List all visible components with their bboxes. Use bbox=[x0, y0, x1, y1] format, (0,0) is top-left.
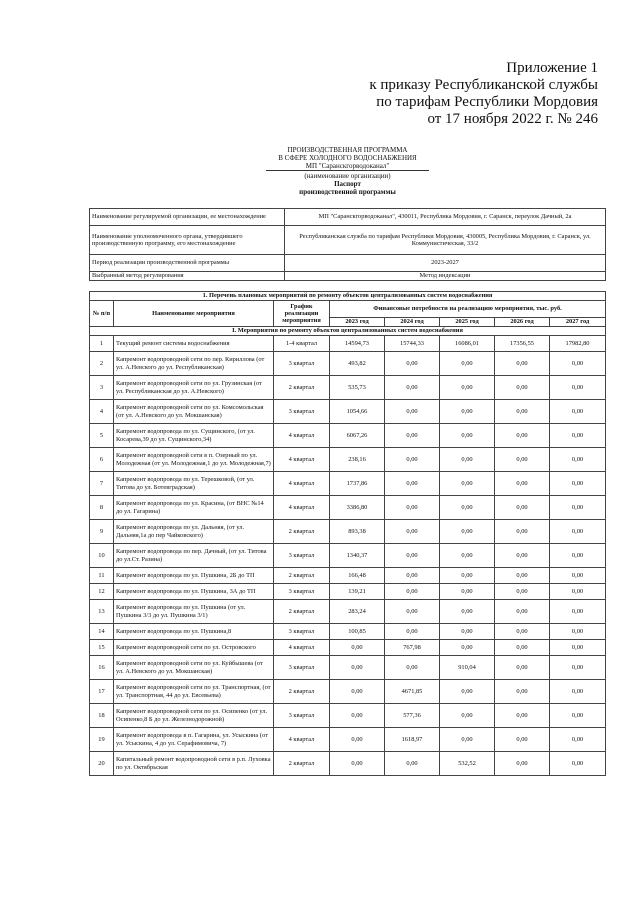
row-schedule: 3 квартал bbox=[274, 656, 330, 680]
year-header: 2026 год bbox=[495, 318, 550, 327]
row-value: 0,00 bbox=[440, 728, 495, 752]
row-activity-name: Капремонт водопроводной сети по ул. Комсомольская (от ул. А.Невского до ул. Мокшанская) bbox=[114, 400, 274, 424]
year-header: 2027 год bbox=[550, 318, 606, 327]
row-number: 7 bbox=[90, 472, 114, 496]
passport-subtitle: производственной программы bbox=[299, 188, 396, 196]
row-value: 535,73 bbox=[330, 376, 385, 400]
row-value: 0,00 bbox=[550, 448, 606, 472]
table-row bbox=[90, 600, 606, 624]
row-number: 18 bbox=[90, 704, 114, 728]
row-schedule: 4 квартал bbox=[274, 728, 330, 752]
row-value: 1618,97 bbox=[385, 728, 440, 752]
row-value: 139,21 bbox=[330, 584, 385, 600]
row-number: 16 bbox=[90, 656, 114, 680]
row-activity-name: Капремонт водопровода по ул. Пушкина,8 bbox=[114, 624, 274, 640]
year-header: 2024 год bbox=[385, 318, 440, 327]
row-number: 10 bbox=[90, 544, 114, 568]
table-row bbox=[90, 680, 606, 704]
row-value: 0,00 bbox=[550, 656, 606, 680]
row-value: 17982,80 bbox=[550, 336, 606, 352]
row-value: 6067,26 bbox=[330, 424, 385, 448]
row-value: 0,00 bbox=[440, 472, 495, 496]
row-value: 0,00 bbox=[495, 544, 550, 568]
row-value: 577,36 bbox=[385, 704, 440, 728]
row-activity-name: Капремонт водопроводной сети по ул. Осипенко (от ул. Осипенко,8 Б до ул. Железнодорожной) bbox=[114, 704, 274, 728]
row-value: 0,00 bbox=[385, 752, 440, 776]
row-value: 0,00 bbox=[440, 496, 495, 520]
table-row bbox=[90, 352, 606, 376]
row-activity-name: Капремонт водопроводной сети по ул. Грузинская (от ул. Республиканская до ул. А.Невского) bbox=[114, 376, 274, 400]
row-value: 15744,33 bbox=[385, 336, 440, 352]
row-schedule: 2 квартал bbox=[274, 752, 330, 776]
passport-row bbox=[90, 255, 606, 272]
row-schedule: 1-4 квартал bbox=[274, 336, 330, 352]
row-value: 14594,73 bbox=[330, 336, 385, 352]
table-row bbox=[90, 496, 606, 520]
row-value: 0,00 bbox=[330, 704, 385, 728]
row-number: 17 bbox=[90, 680, 114, 704]
row-value: 0,00 bbox=[495, 424, 550, 448]
row-value: 0,00 bbox=[550, 680, 606, 704]
appendix-line-3: по тарифам Республики Мордовия bbox=[376, 94, 598, 110]
passport-label: Наименование уполномоченного органа, утвердившего производственную программу, его местонахождение bbox=[90, 226, 285, 255]
table-row bbox=[90, 376, 606, 400]
row-value: 0,00 bbox=[495, 400, 550, 424]
row-value: 0,00 bbox=[440, 568, 495, 584]
row-schedule: 3 квартал bbox=[274, 352, 330, 376]
row-number: 3 bbox=[90, 376, 114, 400]
passport-label: Наименование регулируемой организации, ее местонахождение bbox=[90, 209, 285, 226]
row-activity-name: Капремонт водопроводной сети по ул. Островского bbox=[114, 640, 274, 656]
row-value: 0,00 bbox=[440, 520, 495, 544]
row-activity-name: Капремонт водопровода по ул. Сущинского, (от ул. Косарева,39 до ул. Сущинского,34) bbox=[114, 424, 274, 448]
row-value: 0,00 bbox=[550, 568, 606, 584]
row-number: 8 bbox=[90, 496, 114, 520]
row-value: 0,00 bbox=[385, 496, 440, 520]
row-number: 15 bbox=[90, 640, 114, 656]
row-value: 0,00 bbox=[550, 496, 606, 520]
appendix-block bbox=[369, 60, 598, 128]
row-number: 14 bbox=[90, 624, 114, 640]
row-value: 0,00 bbox=[495, 728, 550, 752]
row-activity-name: Капремонт водопровода по ул. Пушкина, 2Б до ТП bbox=[114, 568, 274, 584]
row-value: 166,48 bbox=[330, 568, 385, 584]
section-title: 1. Перечень плановых мероприятий по ремонту объектов централизованных систем водоснабжения bbox=[90, 292, 606, 301]
row-activity-name: Текущий ремонт системы водоснабжения bbox=[114, 336, 274, 352]
activities-table bbox=[89, 291, 606, 776]
passport-value: МП "Саранскгорводоканал", 430011, Республика Мордовия, г. Саранск, переулок Дачный, 2а bbox=[285, 209, 606, 226]
row-number: 2 bbox=[90, 352, 114, 376]
row-number: 6 bbox=[90, 448, 114, 472]
row-value: 0,00 bbox=[440, 704, 495, 728]
row-schedule: 4 квартал bbox=[274, 640, 330, 656]
row-activity-name: Капремонт водопровода по ул. Пушкина (от ул. Пушкина 3/3 до ул. Пушкина 3/1) bbox=[114, 600, 274, 624]
row-activity-name: Капремонт водопроводной сети по ул. Куйбышева (от ул. А.Невского до ул. Мокшанская) bbox=[114, 656, 274, 680]
row-value: 0,00 bbox=[330, 680, 385, 704]
row-value: 0,00 bbox=[330, 752, 385, 776]
row-schedule: 3 квартал bbox=[274, 544, 330, 568]
row-value: 0,00 bbox=[385, 376, 440, 400]
row-value: 493,82 bbox=[330, 352, 385, 376]
table-row bbox=[90, 584, 606, 600]
row-value: 0,00 bbox=[385, 600, 440, 624]
row-value: 100,85 bbox=[330, 624, 385, 640]
table-row bbox=[90, 568, 606, 584]
row-value: 0,00 bbox=[385, 544, 440, 568]
table-row bbox=[90, 544, 606, 568]
row-value: 0,00 bbox=[495, 448, 550, 472]
row-value: 0,00 bbox=[495, 568, 550, 584]
row-activity-name: Капремонт водопровода по пер. Дачный, (от ул. Титова до ул.Ст. Разина) bbox=[114, 544, 274, 568]
row-value: 283,24 bbox=[330, 600, 385, 624]
row-activity-name: Капремонт водопроводной сети по ул. Транспортная, (от ул. Транспортная, 44 до ул. Евсевьева) bbox=[114, 680, 274, 704]
year-header: 2023 год bbox=[330, 318, 385, 327]
row-value: 0,00 bbox=[550, 640, 606, 656]
year-header: 2025 год bbox=[440, 318, 495, 327]
col-num-header: № п/п bbox=[90, 301, 114, 327]
row-value: 0,00 bbox=[440, 640, 495, 656]
row-value: 0,00 bbox=[550, 624, 606, 640]
row-number: 19 bbox=[90, 728, 114, 752]
row-schedule: 2 квартал bbox=[274, 376, 330, 400]
row-value: 0,00 bbox=[440, 680, 495, 704]
row-value: 0,00 bbox=[440, 400, 495, 424]
row-value: 0,00 bbox=[550, 472, 606, 496]
row-value: 0,00 bbox=[385, 352, 440, 376]
row-value: 0,00 bbox=[495, 584, 550, 600]
row-value: 0,00 bbox=[385, 448, 440, 472]
table-row bbox=[90, 656, 606, 680]
table-row bbox=[90, 752, 606, 776]
row-value: 0,00 bbox=[495, 640, 550, 656]
row-value: 0,00 bbox=[385, 472, 440, 496]
row-schedule: 4 квартал bbox=[274, 472, 330, 496]
row-value: 0,00 bbox=[385, 584, 440, 600]
row-value: 0,00 bbox=[440, 624, 495, 640]
row-schedule: 4 квартал bbox=[274, 496, 330, 520]
row-value: 0,00 bbox=[385, 520, 440, 544]
row-schedule: 3 квартал bbox=[274, 400, 330, 424]
row-number: 11 bbox=[90, 568, 114, 584]
table-row bbox=[90, 624, 606, 640]
row-number: 4 bbox=[90, 400, 114, 424]
row-value: 767,98 bbox=[385, 640, 440, 656]
passport-value: Республиканская служба по тарифам Республики Мордовия, 430005, Республика Мордовия, г. Саранск, ул. Коммунистическая, 33/2 bbox=[285, 226, 606, 255]
appendix-line-2: к приказу Республиканской службы bbox=[369, 77, 598, 93]
row-activity-name: Капремонт водопровода по ул. Красина, (от ВНС №14 до ул. Гагарина) bbox=[114, 496, 274, 520]
organization-caption: (наименование организации) bbox=[304, 172, 391, 180]
passport-row bbox=[90, 209, 606, 226]
row-value: 0,00 bbox=[550, 376, 606, 400]
row-value: 1737,86 bbox=[330, 472, 385, 496]
row-number: 13 bbox=[90, 600, 114, 624]
table-row bbox=[90, 472, 606, 496]
row-value: 0,00 bbox=[440, 584, 495, 600]
passport-row bbox=[90, 226, 606, 255]
appendix-line-1: Приложение 1 bbox=[506, 60, 598, 76]
row-value: 1340,37 bbox=[330, 544, 385, 568]
row-value: 0,00 bbox=[440, 544, 495, 568]
row-schedule: 2 квартал bbox=[274, 600, 330, 624]
row-value: 0,00 bbox=[440, 424, 495, 448]
col-name-header: Наименование мероприятия bbox=[114, 301, 274, 327]
program-title-2: В СФЕРЕ ХОЛОДНОГО ВОДОСНАБЖЕНИЯ bbox=[278, 154, 417, 162]
row-value: 893,38 bbox=[330, 520, 385, 544]
table-row bbox=[90, 704, 606, 728]
row-value: 0,00 bbox=[385, 400, 440, 424]
table-row bbox=[90, 728, 606, 752]
table-row bbox=[90, 400, 606, 424]
passport-label: Выбранный метод регулирования bbox=[90, 272, 285, 281]
row-value: 16086,01 bbox=[440, 336, 495, 352]
row-value: 0,00 bbox=[550, 544, 606, 568]
row-value: 0,00 bbox=[495, 752, 550, 776]
row-value: 1054,66 bbox=[330, 400, 385, 424]
table-row bbox=[90, 520, 606, 544]
row-value: 4671,85 bbox=[385, 680, 440, 704]
row-value: 0,00 bbox=[440, 600, 495, 624]
row-schedule: 4 квартал bbox=[274, 424, 330, 448]
row-number: 20 bbox=[90, 752, 114, 776]
row-value: 0,00 bbox=[550, 704, 606, 728]
row-value: 0,00 bbox=[385, 424, 440, 448]
row-activity-name: Капремонт водопроводной сети по пер. Кириллова (от ул. А.Невского до ул. Республиканская) bbox=[114, 352, 274, 376]
row-value: 0,00 bbox=[495, 472, 550, 496]
row-value: 0,00 bbox=[495, 656, 550, 680]
passport-row bbox=[90, 272, 606, 281]
passport-table bbox=[89, 208, 606, 281]
row-value: 0,00 bbox=[495, 704, 550, 728]
appendix-line-4: от 17 ноября 2022 г. № 246 bbox=[427, 111, 598, 127]
row-activity-name: Капремонт водопровода по ул. Пушкина, 3А до ТП bbox=[114, 584, 274, 600]
row-value: 0,00 bbox=[385, 568, 440, 584]
row-schedule: 2 квартал bbox=[274, 520, 330, 544]
row-number: 12 bbox=[90, 584, 114, 600]
passport-value: Метод индексации bbox=[285, 272, 606, 281]
row-value: 532,52 bbox=[440, 752, 495, 776]
program-title-1: ПРОИЗВОДСТВЕННАЯ ПРОГРАММА bbox=[287, 146, 408, 154]
row-value: 0,00 bbox=[495, 520, 550, 544]
row-value: 0,00 bbox=[495, 496, 550, 520]
row-value: 0,00 bbox=[495, 624, 550, 640]
row-value: 0,00 bbox=[495, 600, 550, 624]
row-value: 0,00 bbox=[550, 752, 606, 776]
row-value: 0,00 bbox=[385, 656, 440, 680]
row-activity-name: Капремонт водопровода по ул. Терешковой, (от ул. Титова до ул. Ботевградская) bbox=[114, 472, 274, 496]
row-value: 0,00 bbox=[330, 728, 385, 752]
row-value: 0,00 bbox=[495, 680, 550, 704]
row-value: 0,00 bbox=[550, 352, 606, 376]
row-value: 0,00 bbox=[495, 376, 550, 400]
passport-value: 2023-2027 bbox=[285, 255, 606, 272]
row-value: 910,04 bbox=[440, 656, 495, 680]
row-schedule: 4 квартал bbox=[274, 448, 330, 472]
row-schedule: 3 квартал bbox=[274, 584, 330, 600]
row-value: 0,00 bbox=[550, 400, 606, 424]
row-number: 5 bbox=[90, 424, 114, 448]
table-row bbox=[90, 424, 606, 448]
row-schedule: 2 квартал bbox=[274, 680, 330, 704]
row-schedule: 2 квартал bbox=[274, 568, 330, 584]
table-row bbox=[90, 336, 606, 352]
row-activity-name: Капремонт водопровода в п. Гагарина, ул. Усыскина (от ул. Усыскина, 4 до ул. Серафимовича, 7) bbox=[114, 728, 274, 752]
row-value: 3386,80 bbox=[330, 496, 385, 520]
row-value: 0,00 bbox=[385, 624, 440, 640]
row-value: 0,00 bbox=[330, 640, 385, 656]
row-activity-name: Капремонт водопроводной сети в п. Озерный по ул. Молодежная (от ул. Молодежная,1 до ул. Молодежная,7) bbox=[114, 448, 274, 472]
row-activity-name: Капремонт водопровода по ул. Дальняя, (от ул. Дальняя,1а до пер Чайковского) bbox=[114, 520, 274, 544]
row-schedule: 3 квартал bbox=[274, 624, 330, 640]
row-schedule: 3 квартал bbox=[274, 704, 330, 728]
col-schedule-header: График реализации мероприятия bbox=[274, 301, 330, 327]
row-value: 0,00 bbox=[550, 424, 606, 448]
row-value: 17356,55 bbox=[495, 336, 550, 352]
row-value: 0,00 bbox=[550, 600, 606, 624]
row-value: 0,00 bbox=[495, 352, 550, 376]
row-number: 1 bbox=[90, 336, 114, 352]
row-value: 0,00 bbox=[440, 448, 495, 472]
row-value: 238,16 bbox=[330, 448, 385, 472]
row-value: 0,00 bbox=[550, 584, 606, 600]
program-header bbox=[90, 146, 605, 196]
passport-title: Паспорт bbox=[334, 180, 361, 188]
table-row bbox=[90, 448, 606, 472]
col-finance-header: Финансовые потребности на реализацию мероприятия, тыс. руб. bbox=[330, 301, 606, 318]
organization-name: МП "Саранскгорводоканал" bbox=[266, 162, 430, 171]
table-row bbox=[90, 640, 606, 656]
row-value: 0,00 bbox=[440, 376, 495, 400]
row-value: 0,00 bbox=[550, 520, 606, 544]
subsection-title: I. Мероприятия по ремонту объектов централизованных систем водоснабжения bbox=[90, 327, 606, 336]
row-value: 0,00 bbox=[550, 728, 606, 752]
row-activity-name: Капитальный ремонт водопроводной сети в р.п. Луховка по ул. Октябрьская bbox=[114, 752, 274, 776]
passport-label: Период реализации производственной программы bbox=[90, 255, 285, 272]
row-number: 9 bbox=[90, 520, 114, 544]
row-value: 0,00 bbox=[440, 352, 495, 376]
row-value: 0,00 bbox=[330, 656, 385, 680]
